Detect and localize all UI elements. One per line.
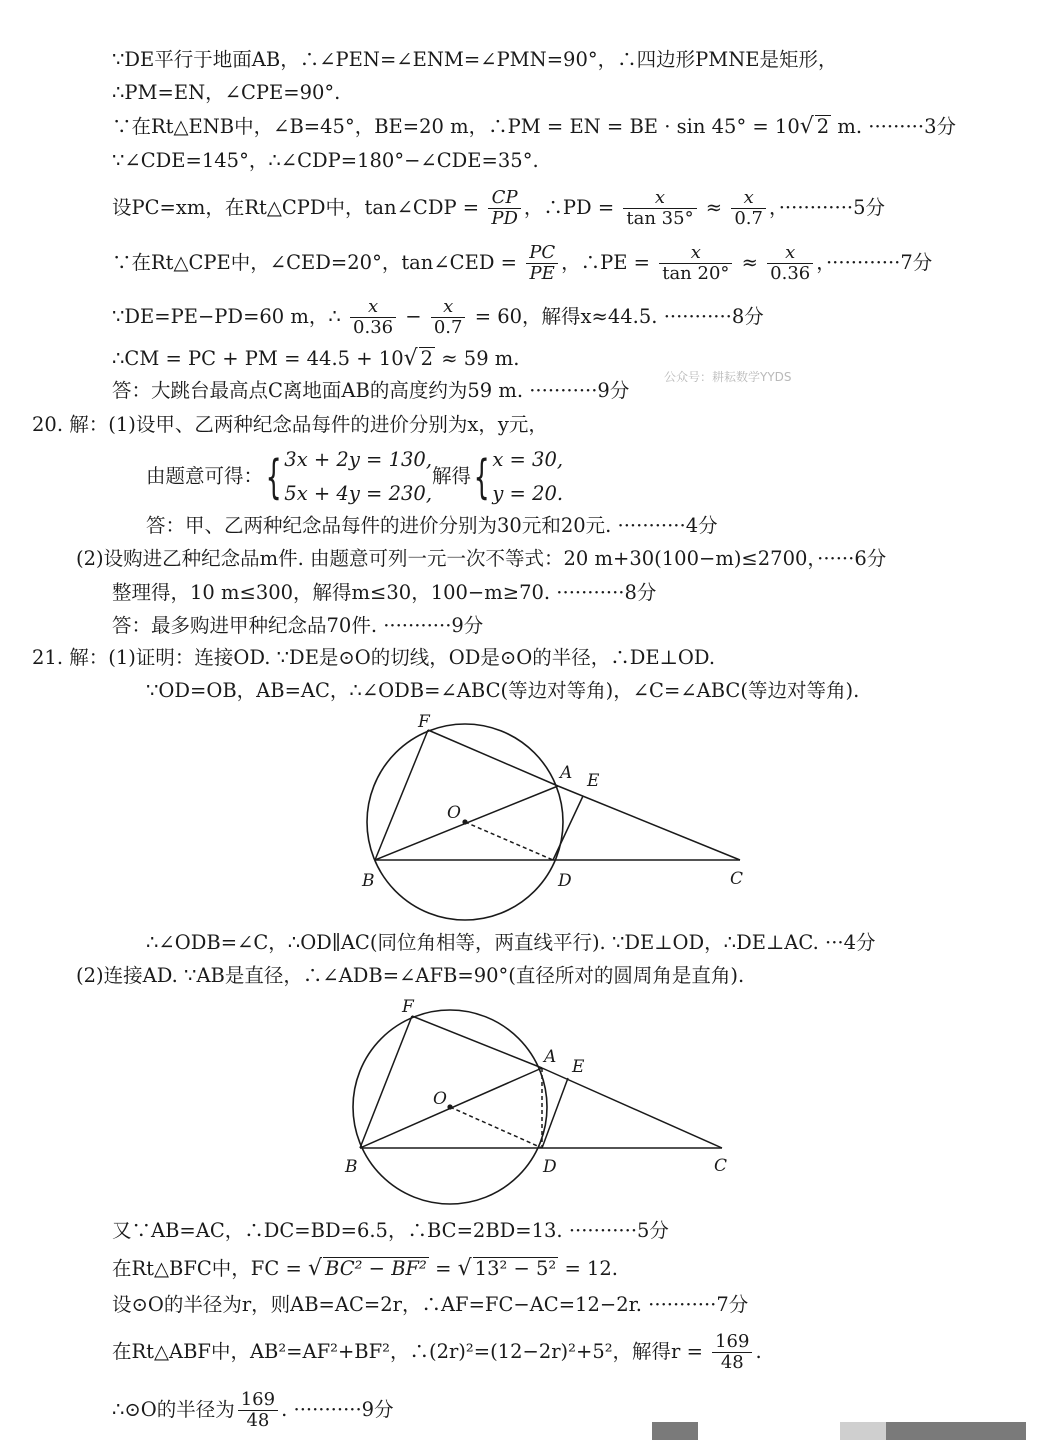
equation-1: 3x + 2y = 130, xyxy=(284,448,433,471)
frac-cp-pd xyxy=(488,188,521,229)
label-d: D xyxy=(543,1157,557,1177)
frac-x-07 xyxy=(731,188,766,229)
sqrt-2: 2 xyxy=(816,115,830,138)
segment-ac xyxy=(542,1068,722,1148)
p19-line7 xyxy=(112,297,764,338)
p19-line7-result: = 60，解得x≈44.5. ···········8分 xyxy=(474,305,764,328)
label-c: C xyxy=(730,869,744,889)
frac-den: 0.7 xyxy=(433,317,463,338)
p19-line5-mid: ，∴PD = xyxy=(523,196,615,219)
frac-den: 0.36 xyxy=(353,317,394,338)
frac-den: PD xyxy=(491,208,518,229)
sqrt-13-5: 13² − 5² xyxy=(474,1257,557,1280)
frac-num: 169 xyxy=(238,1390,278,1411)
label-d: D xyxy=(558,871,572,891)
label-o: O xyxy=(433,1089,447,1109)
p19-line1: ∵DE平行于地面AB，∴∠PEN=∠ENM=∠PMN=90°，∴四边形PMNE是矩形， xyxy=(112,48,838,71)
frac-x-036 xyxy=(350,297,396,338)
bottom-bar xyxy=(886,1422,1026,1440)
p20-part2-solve: 整理得，10 m≤300，解得m≤30，100−m≥70. ···········8分 xyxy=(112,581,657,604)
p21-line5: 又∵AB=AC，∴DC=BD=6.5，∴BC=2BD=13. ···········5分 xyxy=(112,1219,669,1242)
approx-sign: ≈ xyxy=(741,251,758,274)
left-brace-icon: { xyxy=(265,450,282,504)
frac-num: CP xyxy=(488,188,521,209)
solution-system xyxy=(492,443,563,511)
watermark: 公众号：耕耘数学YYDS xyxy=(664,370,792,384)
label-b: B xyxy=(345,1157,358,1177)
p19-line5 xyxy=(112,188,885,229)
frac-den: 0.7 xyxy=(734,208,763,229)
p19-line6-mid: ，∴PE = xyxy=(561,251,651,274)
geometry-figure-2 xyxy=(340,990,760,1212)
p19-line6 xyxy=(112,243,932,284)
p19-line3-text: ∵在Rt△ENB中，∠B=45°，BE=20 m，∴PM = EN = BE · sin 45° = 10 xyxy=(112,115,800,138)
system-solve-label: 解得 xyxy=(432,464,472,488)
label-o: O xyxy=(447,803,461,823)
p19-line5-score: ，············5分 xyxy=(768,196,886,219)
p19-line7-text: ∵DE=PE−PD=60 m，∴ xyxy=(112,305,341,328)
period: . xyxy=(755,1340,762,1363)
segment-od-dashed xyxy=(465,822,553,860)
equation-2: 5x + 4y = 230, xyxy=(284,482,433,505)
p21-heading: 21. 解：(1)证明：连接OD. ∵DE是⊙O的切线，OD是⊙O的半径，∴DE⊥OD. xyxy=(32,646,716,669)
label-a: A xyxy=(544,1047,557,1067)
sqrt-2: 2 xyxy=(420,347,434,370)
solution-2: y = 20. xyxy=(492,482,564,505)
p19-line6-text: ∵在Rt△CPE中，∠CED=20°，tan∠CED = xyxy=(112,251,518,274)
frac-num: 169 xyxy=(712,1332,752,1353)
p19-line8: ∴CM = PC + PM = 44.5 + 10√ 2 ≈ 59 m. xyxy=(112,346,520,371)
p19-line8-text: ∴CM = PC + PM = 44.5 + 10 xyxy=(112,347,404,370)
frac-den: 48 xyxy=(246,1410,270,1431)
center-dot xyxy=(447,1104,452,1109)
label-c: C xyxy=(714,1156,728,1176)
p21-line8 xyxy=(112,1332,762,1373)
label-f: F xyxy=(418,712,430,732)
segment-od-dashed xyxy=(450,1107,542,1148)
frac-x-tan35 xyxy=(623,188,696,229)
frac-den: tan 20° xyxy=(662,263,730,284)
frac-num: x xyxy=(767,243,813,264)
p20-part2: (2)设购进乙种纪念品m件. 由题意可列一元一次不等式：20 m+30(100−m)≤2700，······6分 xyxy=(76,547,887,570)
frac-num: PC xyxy=(526,243,558,264)
p21-line9 xyxy=(112,1390,394,1431)
frac-den: PE xyxy=(529,263,555,284)
bottom-bar xyxy=(840,1422,886,1440)
segment-ac xyxy=(558,786,740,860)
p20-answer2: 答：最多购进甲种纪念品70件. ···········9分 xyxy=(112,614,484,637)
p19-answer: 答：大跳台最高点C离地面AB的高度约为59 m. ···········9分 xyxy=(112,379,630,402)
p20-answer1: 答：甲、乙两种纪念品每件的进价分别为30元和20元. ···········4分 xyxy=(146,514,718,537)
frac-x-07 xyxy=(431,297,466,338)
p21-line9-text: ∴⊙O的半径为 xyxy=(112,1398,235,1421)
approx-sign: ≈ xyxy=(705,196,723,219)
p19-line5-text: 设PC=xm，在Rt△CPD中，tan∠CDP = xyxy=(112,196,480,219)
p19-line3-score: m. ·········3分 xyxy=(831,115,956,138)
system-lead: 由题意可得： xyxy=(146,464,264,488)
frac-169-48 xyxy=(238,1390,278,1431)
p21-line2: ∵OD=OB，AB=AC，∴∠ODB=∠ABC(等边对等角)，∠C=∠ABC(等边对等角). xyxy=(146,679,860,702)
center-dot xyxy=(462,819,467,824)
p19-line6-score: ，············7分 xyxy=(816,251,933,274)
frac-den: 48 xyxy=(720,1352,744,1373)
p21-line6-text: 在Rt△BFC中，FC = xyxy=(112,1257,302,1280)
minus-sign: − xyxy=(405,305,422,328)
p21-part2: (2)连接AD. ∵AB是直径，∴∠ADB=∠AFB=90°(直径所对的圆周角是直角). xyxy=(76,964,745,987)
geometry-figure-1 xyxy=(350,705,770,930)
p21-line9-score: . ···········9分 xyxy=(281,1398,394,1421)
p20-system xyxy=(146,443,563,511)
frac-den: tan 35° xyxy=(626,208,694,229)
frac-x-036 xyxy=(767,243,813,284)
p21-line8-text: 在Rt△ABF中，AB²=AF²+BF²，∴(2r)²=(12−2r)²+5²，解得r = xyxy=(112,1340,703,1363)
equals-sign: = xyxy=(428,1257,452,1280)
frac-169-48 xyxy=(712,1332,752,1373)
p19-line4: ∵∠CDE=145°，∴∠CDP=180°−∠CDE=35°. xyxy=(112,149,539,172)
p21-line6: 在Rt△BFC中，FC = √ BC² − BF² = √ 13² − 5² = 12. xyxy=(112,1256,618,1281)
solution-1: x = 30, xyxy=(492,448,564,471)
left-brace-icon: { xyxy=(473,450,490,504)
frac-num: x xyxy=(659,243,732,264)
p19-line3: ∵在Rt△ENB中，∠B=45°，BE=20 m，∴PM = EN = BE · sin 45° = 10√ 2 m. ·········3分 xyxy=(112,114,956,139)
sqrt-bc-bf: BC² − BF² xyxy=(325,1257,427,1280)
label-b: B xyxy=(362,871,375,891)
frac-x-tan20 xyxy=(659,243,732,284)
frac-num: x xyxy=(350,297,396,318)
label-a: A xyxy=(560,763,573,783)
frac-num: x xyxy=(731,188,766,209)
label-f: F xyxy=(402,997,414,1017)
frac-den: 0.36 xyxy=(770,263,811,284)
p21-line3: ∴∠ODB=∠C，∴OD∥AC(同位角相等，两直线平行). ∵DE⊥OD，∴DE⊥AC. ···4分 xyxy=(146,931,876,954)
segment-de xyxy=(553,796,583,860)
equation-system xyxy=(284,443,432,511)
label-e: E xyxy=(572,1057,585,1077)
p20-heading: 20. 解：(1)设甲、乙两种纪念品每件的进价分别为x，y元， xyxy=(32,413,548,436)
p21-line7: 设⊙O的半径为r，则AB=AC=2r，∴AF=FC−AC=12−2r. ···········7分 xyxy=(112,1293,749,1316)
bottom-bar xyxy=(652,1422,698,1440)
frac-pc-pe xyxy=(526,243,558,284)
label-e: E xyxy=(587,771,600,791)
segment-fb xyxy=(375,730,428,860)
p19-line2: ∴PM=EN，∠CPE=90°. xyxy=(112,81,341,104)
p21-line6-result: = 12. xyxy=(558,1257,618,1280)
p19-line8-result: ≈ 59 m. xyxy=(435,347,520,370)
frac-num: x xyxy=(431,297,466,318)
frac-num: x xyxy=(623,188,696,209)
